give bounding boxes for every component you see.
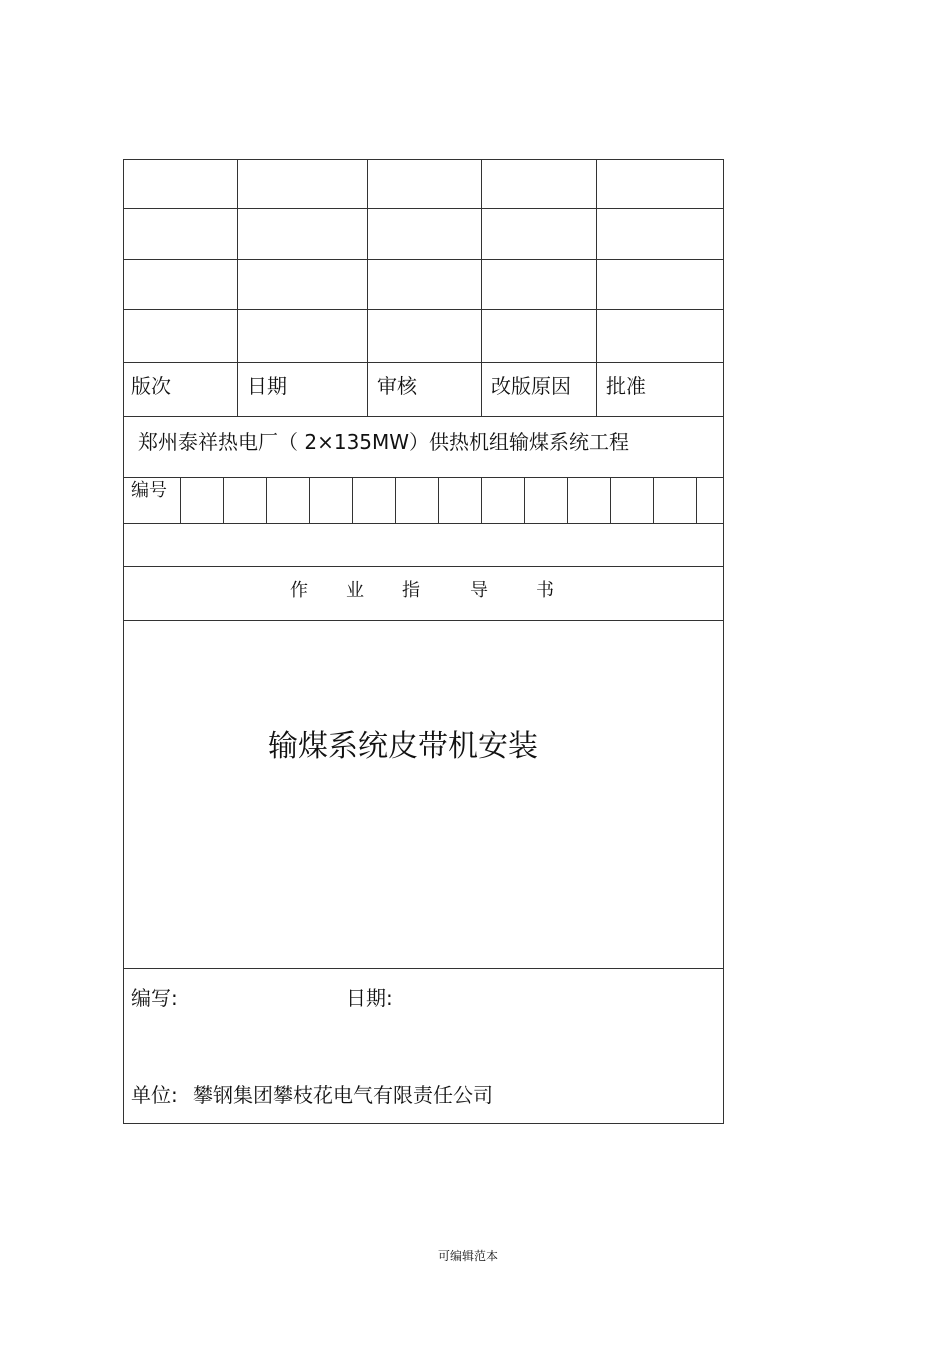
unit-value: 攀钢集团攀枝花电气有限责任公司 — [193, 1083, 493, 1107]
number-box-divider — [567, 477, 568, 524]
row-divider — [123, 208, 724, 209]
row-divider — [123, 968, 724, 969]
row-divider — [123, 259, 724, 260]
doc-type-char: 书 — [536, 580, 554, 601]
number-box-divider — [352, 477, 353, 524]
number-label: 编号 — [131, 480, 167, 501]
unit-label: 单位: — [131, 1083, 178, 1107]
doc-type-char: 指 — [402, 580, 420, 601]
number-box-divider — [395, 477, 396, 524]
col-divider — [481, 159, 482, 417]
row-divider — [123, 620, 724, 621]
number-box-divider — [524, 477, 525, 524]
row-divider — [123, 309, 724, 310]
row-divider — [123, 362, 724, 363]
header-review: 审核 — [377, 374, 417, 398]
header-date: 日期 — [247, 374, 287, 398]
header-change-reason: 改版原因 — [491, 374, 571, 398]
header-revision: 版次 — [131, 374, 171, 398]
number-box-divider — [481, 477, 482, 524]
number-box-divider — [180, 477, 181, 524]
header-approve: 批准 — [606, 374, 646, 398]
number-box-divider — [438, 477, 439, 524]
number-box-divider — [653, 477, 654, 524]
row-divider — [123, 566, 724, 567]
table-border-right — [723, 159, 724, 1124]
number-box-divider — [696, 477, 697, 524]
number-box-divider — [266, 477, 267, 524]
project-title: 郑州泰祥热电厂（ 2×135MW）供热机组输煤系统工程 — [138, 430, 630, 454]
table-border-bottom — [123, 1123, 724, 1124]
doc-type-char: 业 — [346, 580, 364, 601]
col-divider — [237, 159, 238, 417]
col-divider — [596, 159, 597, 417]
doc-type-char: 导 — [470, 580, 488, 601]
number-box-divider — [610, 477, 611, 524]
row-divider — [123, 416, 724, 417]
col-divider — [367, 159, 368, 417]
date-label: 日期: — [346, 986, 393, 1010]
row-divider — [123, 477, 724, 478]
main-title: 输煤系统皮带机安装 — [268, 729, 538, 764]
doc-type-char: 作 — [290, 580, 308, 601]
table-border-left — [123, 159, 124, 1124]
number-box-divider — [223, 477, 224, 524]
table-border-top — [123, 159, 724, 160]
writer-label: 编写: — [131, 986, 178, 1010]
number-box-divider — [309, 477, 310, 524]
row-divider — [123, 523, 724, 524]
page-note: 可编辑范本 — [438, 1249, 499, 1263]
